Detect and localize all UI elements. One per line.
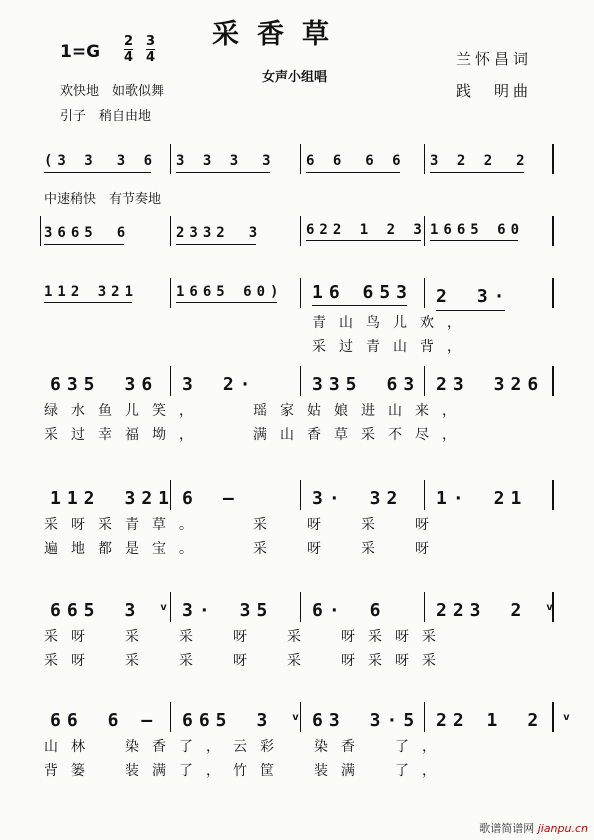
bar-line <box>170 592 171 622</box>
measure: 3 2· <box>182 374 257 395</box>
lyricist-credit: 兰怀昌词 <box>456 50 533 68</box>
song-title: 采香草 <box>212 19 347 50</box>
lyrics-verse-1: 青山鸟儿欢， <box>312 315 474 331</box>
notation-line <box>0 148 594 178</box>
lyrics-verse-2: 采呀 采 采 呀 采 呀采呀采 <box>44 653 449 669</box>
measure: 3· 32 <box>312 488 404 509</box>
tempo-marking: 欢快地 如歌似舞 <box>60 84 165 99</box>
bar-line <box>170 278 171 308</box>
lyrics-verse-1: 山林 染香了，云彩 染香 了， <box>44 739 449 755</box>
measure: 6· 6 <box>312 600 387 621</box>
bar-line <box>300 480 301 510</box>
measure: 3665 6 <box>44 222 130 242</box>
notation-line <box>0 706 594 736</box>
section-marking: 中速稍快 有节奏地 <box>44 192 162 207</box>
bar-line <box>40 216 41 246</box>
time-signature-3-4: 3 4 <box>146 34 156 65</box>
bar-line <box>300 366 301 396</box>
lyrics-verse-1: 采呀采青草。 采 呀 采 呀 <box>44 517 442 533</box>
measure: 66 6 — <box>50 710 159 731</box>
measure: 3· 35 <box>182 600 274 621</box>
measure: 63 3·5 <box>312 710 421 731</box>
bar-line <box>424 592 425 622</box>
notation-line <box>0 282 594 312</box>
time-signature-2-4: 2 4 <box>124 34 134 65</box>
bar-line <box>170 216 171 246</box>
notation-line <box>0 370 594 400</box>
bar-line <box>424 278 425 308</box>
bar-line <box>552 702 554 732</box>
measure: 665 3 ᵛ <box>182 710 308 731</box>
measure: 665 3 ᵛ <box>50 600 176 621</box>
lyrics-verse-2: 背篓 装满了，竹筐 装满 了， <box>44 763 449 779</box>
measure: 1665 60 <box>430 222 525 238</box>
measure: 23 326 <box>436 374 545 395</box>
measure: 112 321 <box>44 284 139 300</box>
measure: 22 1 2 ᵛ <box>436 710 578 731</box>
key-signature: 1=G <box>60 42 101 62</box>
measure: 6 6 6 6 <box>306 150 406 170</box>
watermark-text: 歌谱简谱网 <box>479 822 535 835</box>
measure: 622 1 2 3 <box>306 222 427 238</box>
bar-line <box>552 278 554 308</box>
measure: 112 321 <box>50 488 176 509</box>
bar-line <box>552 366 554 396</box>
bar-line <box>170 702 171 732</box>
intro-marking: 引子 稍自由地 <box>60 109 152 124</box>
bar-line <box>300 216 301 246</box>
measure: 635 36 <box>50 374 159 395</box>
measure: 16 653 <box>312 282 414 303</box>
bar-line <box>424 366 425 396</box>
measure: 1665 60) <box>176 284 284 300</box>
composer-credit: 践 明曲 <box>456 82 533 100</box>
bar-line <box>552 216 554 246</box>
notation-line <box>0 220 594 250</box>
measure: 3 3 3 3 <box>176 150 276 170</box>
measure: 2 3· <box>436 282 511 308</box>
bar-line <box>170 366 171 396</box>
lyrics-verse-1: 绿水鱼儿笑， 瑶家姑娘进山来， <box>44 403 469 419</box>
bar-line <box>552 592 554 622</box>
measure: 2332 3 <box>176 222 262 242</box>
measure: 335 63 <box>312 374 421 395</box>
bar-line <box>424 480 425 510</box>
performance-form: 女声小组唱 <box>262 70 328 85</box>
bar-line <box>300 278 301 308</box>
watermark-site: jianpu.cn <box>537 822 588 835</box>
bar-line <box>170 480 171 510</box>
bar-line <box>424 144 425 174</box>
bar-line <box>300 702 301 732</box>
measure: (3 3 3 6 <box>44 150 157 170</box>
bar-line <box>424 216 425 246</box>
bar-line <box>170 144 171 174</box>
measure: 223 2 ᵛ <box>436 600 562 621</box>
notation-line <box>0 484 594 514</box>
watermark <box>479 820 588 836</box>
lyrics-verse-2: 采过幸福坳， 满山香草采不尽， <box>44 427 469 443</box>
bar-line <box>300 592 301 622</box>
lyrics-verse-1: 采呀 采 采 呀 采 呀采呀采 <box>44 629 449 645</box>
bar-line <box>552 144 554 174</box>
lyrics-verse-2: 遍地都是宝。 采 呀 采 呀 <box>44 541 442 557</box>
bar-line <box>552 480 554 510</box>
measure: 1· 21 <box>436 488 528 509</box>
measure: 6 — <box>182 488 240 509</box>
bar-line <box>424 702 425 732</box>
bar-line <box>300 144 301 174</box>
notation-line <box>0 596 594 626</box>
measure: 3 2 2 2 <box>430 150 530 170</box>
lyrics-verse-2: 采过青山背， <box>312 339 474 355</box>
